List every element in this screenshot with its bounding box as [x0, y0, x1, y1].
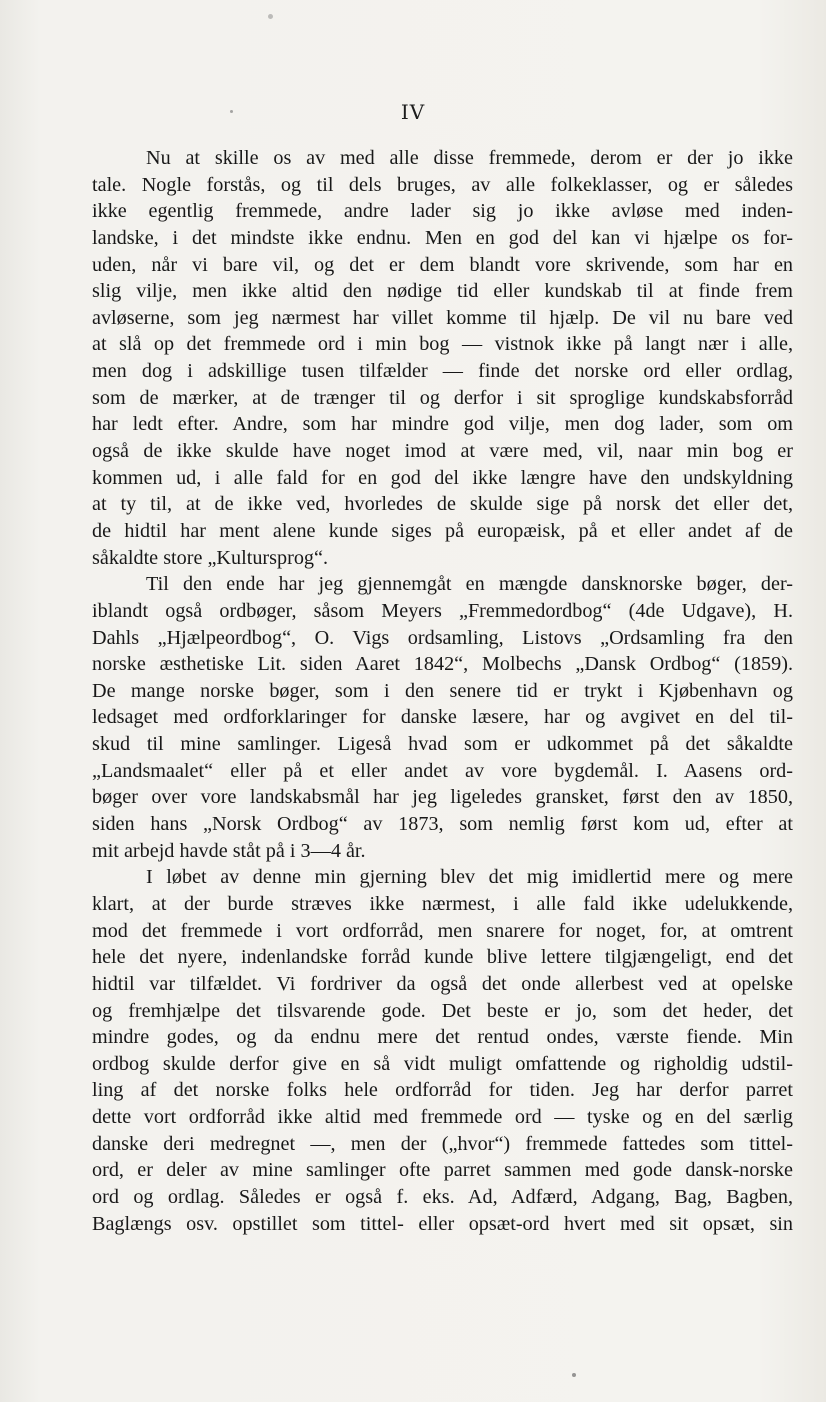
text-line: tale. Nogle forstås, og til dels bruges, av alle folkeklasser, og er således	[92, 173, 793, 196]
text-line: „Landsmaalet“ eller på et eller andet av vore bygdemål. I. Aasens ord-	[92, 759, 793, 782]
text-line: iblandt også ordbøger, såsom Meyers „Fremmedordbog“ (4de Udgave), H.	[92, 599, 793, 622]
body-text	[92, 145, 793, 1237]
text-line: at ty til, at de ikke ved, hvorledes de skulde sige på norsk det eller det,	[92, 493, 793, 516]
paragraph-3	[92, 864, 793, 1237]
text-line: Baglængs osv. opstillet som tittel- eller opsæt-ord hvert med sit opsæt, sin	[92, 1212, 793, 1235]
text-line: kommen ud, i alle fald for en god del ikke længre have den undskyldning	[92, 466, 793, 489]
text-line: Dahls „Hjælpeordbog“, O. Vigs ordsamling, Listovs „Ordsamling fra den	[92, 626, 793, 649]
ink-speck	[268, 14, 273, 19]
text-line: Nu at skille os av med alle disse fremmede, derom er der jo ikke	[146, 147, 793, 169]
text-line: som de mærker, at de trænger til og derfor i sit sproglige kundskabsforråd	[92, 386, 793, 409]
text-line: bøger over vore landskabsmål har jeg ligeledes gransket, først den av 1850,	[92, 786, 793, 809]
text-line: danske deri medregnet —, men der („hvor“) fremmede fattedes som tittel-	[92, 1132, 793, 1155]
text-line: uden, når vi bare vil, og det er dem blandt vore skrivende, som har en	[92, 253, 793, 276]
text-line: mindre godes, og da endnu mere det rentud ondes, værste fiende. Min	[92, 1026, 793, 1049]
text-line: og fremhjælpe det tilsvarende gode. Det beste er jo, som det heder, det	[92, 999, 793, 1022]
text-line: De mange norske bøger, som i den senere tid er trykt i Kjøbenhavn og	[92, 679, 793, 702]
text-line: har ledt efter. Andre, som har mindre god vilje, men dog lader, som om	[92, 413, 793, 436]
text-line: dette vort ordforråd ikke altid med fremmede ord — tyske og en del særlig	[92, 1106, 793, 1129]
paragraph-2	[92, 571, 793, 864]
text-line: mit arbejd havde ståt på i 3—4 år.	[92, 839, 366, 862]
page-number: IV	[400, 100, 426, 124]
text-line: hele det nyere, indenlandske forråd kunde blive lettere tilgjængeligt, end det	[92, 946, 793, 969]
text-line: ord, er deler av mine samlinger ofte parret sammen med gode dansk-norske	[92, 1159, 793, 1182]
text-line: slig vilje, men ikke altid den nødige tid eller kundskab til at finde frem	[92, 280, 793, 303]
text-line: men dog i adskillige tusen tilfælder — finde det norske ord eller ordlag,	[92, 360, 793, 383]
text-line: skud til mine samlinger. Ligeså hvad som er udkommet på det såkaldte	[92, 733, 793, 756]
text-line: klart, at der burde stræves ikke nærmest, i alle fald ikke udelukkende,	[92, 892, 793, 915]
text-line: ordbog skulde derfor give en så vidt muligt omfattende og righoldig udstil-	[92, 1052, 793, 1075]
text-line: ling af det norske folks hele ordforråd for tiden. Jeg har derfor parret	[92, 1079, 793, 1102]
text-line: mod det fremmede i vort ordforråd, men snarere for noget, for, at omtrent	[92, 919, 793, 942]
text-line: norske æsthetiske Lit. siden Aaret 1842“, Molbechs „Dansk Ordbog“ (1859).	[92, 653, 793, 676]
text-line: ledsaget med ordforklaringer for danske læsere, har og avgivet en del til-	[92, 706, 793, 729]
text-line: I løbet av denne min gjerning blev det mig imidlertid mere og mere	[146, 866, 793, 889]
text-line: også de ikke skulde have noget imod at være med, vil, naar min bog er	[92, 440, 793, 463]
text-line: ord og ordlag. Således er også f. eks. Ad, Adfærd, Adgang, Bag, Bagben,	[92, 1185, 793, 1208]
text-line: siden hans „Norsk Ordbog“ av 1873, som nemlig først kom ud, efter at	[92, 813, 793, 836]
text-line: såkaldte store „Kultursprog“.	[92, 546, 329, 569]
paragraph-1	[92, 145, 793, 571]
text-line: hidtil var tilfældet. Vi fordriver da også det onde allerbest ved at opelske	[92, 972, 793, 995]
text-line: avløserne, som jeg nærmest har villet komme til hjælp. De vil nu bare ved	[92, 306, 793, 329]
text-line: at slå op det fremmede ord i min bog — vistnok ikke på langt nær i alle,	[92, 333, 793, 356]
ink-speck	[572, 1373, 576, 1377]
ink-speck	[230, 110, 233, 113]
text-line: ikke egentlig fremmede, andre lader sig jo ikke avløse med inden-	[92, 200, 793, 223]
text-line: Til den ende har jeg gjennemgåt en mængde dansknorske bøger, der-	[146, 573, 793, 596]
text-line: landske, i det mindste ikke endnu. Men en god del kan vi hjælpe os for-	[92, 226, 793, 249]
text-line: de hidtil har ment alene kunde siges på europæisk, på et eller andet af de	[92, 519, 793, 542]
